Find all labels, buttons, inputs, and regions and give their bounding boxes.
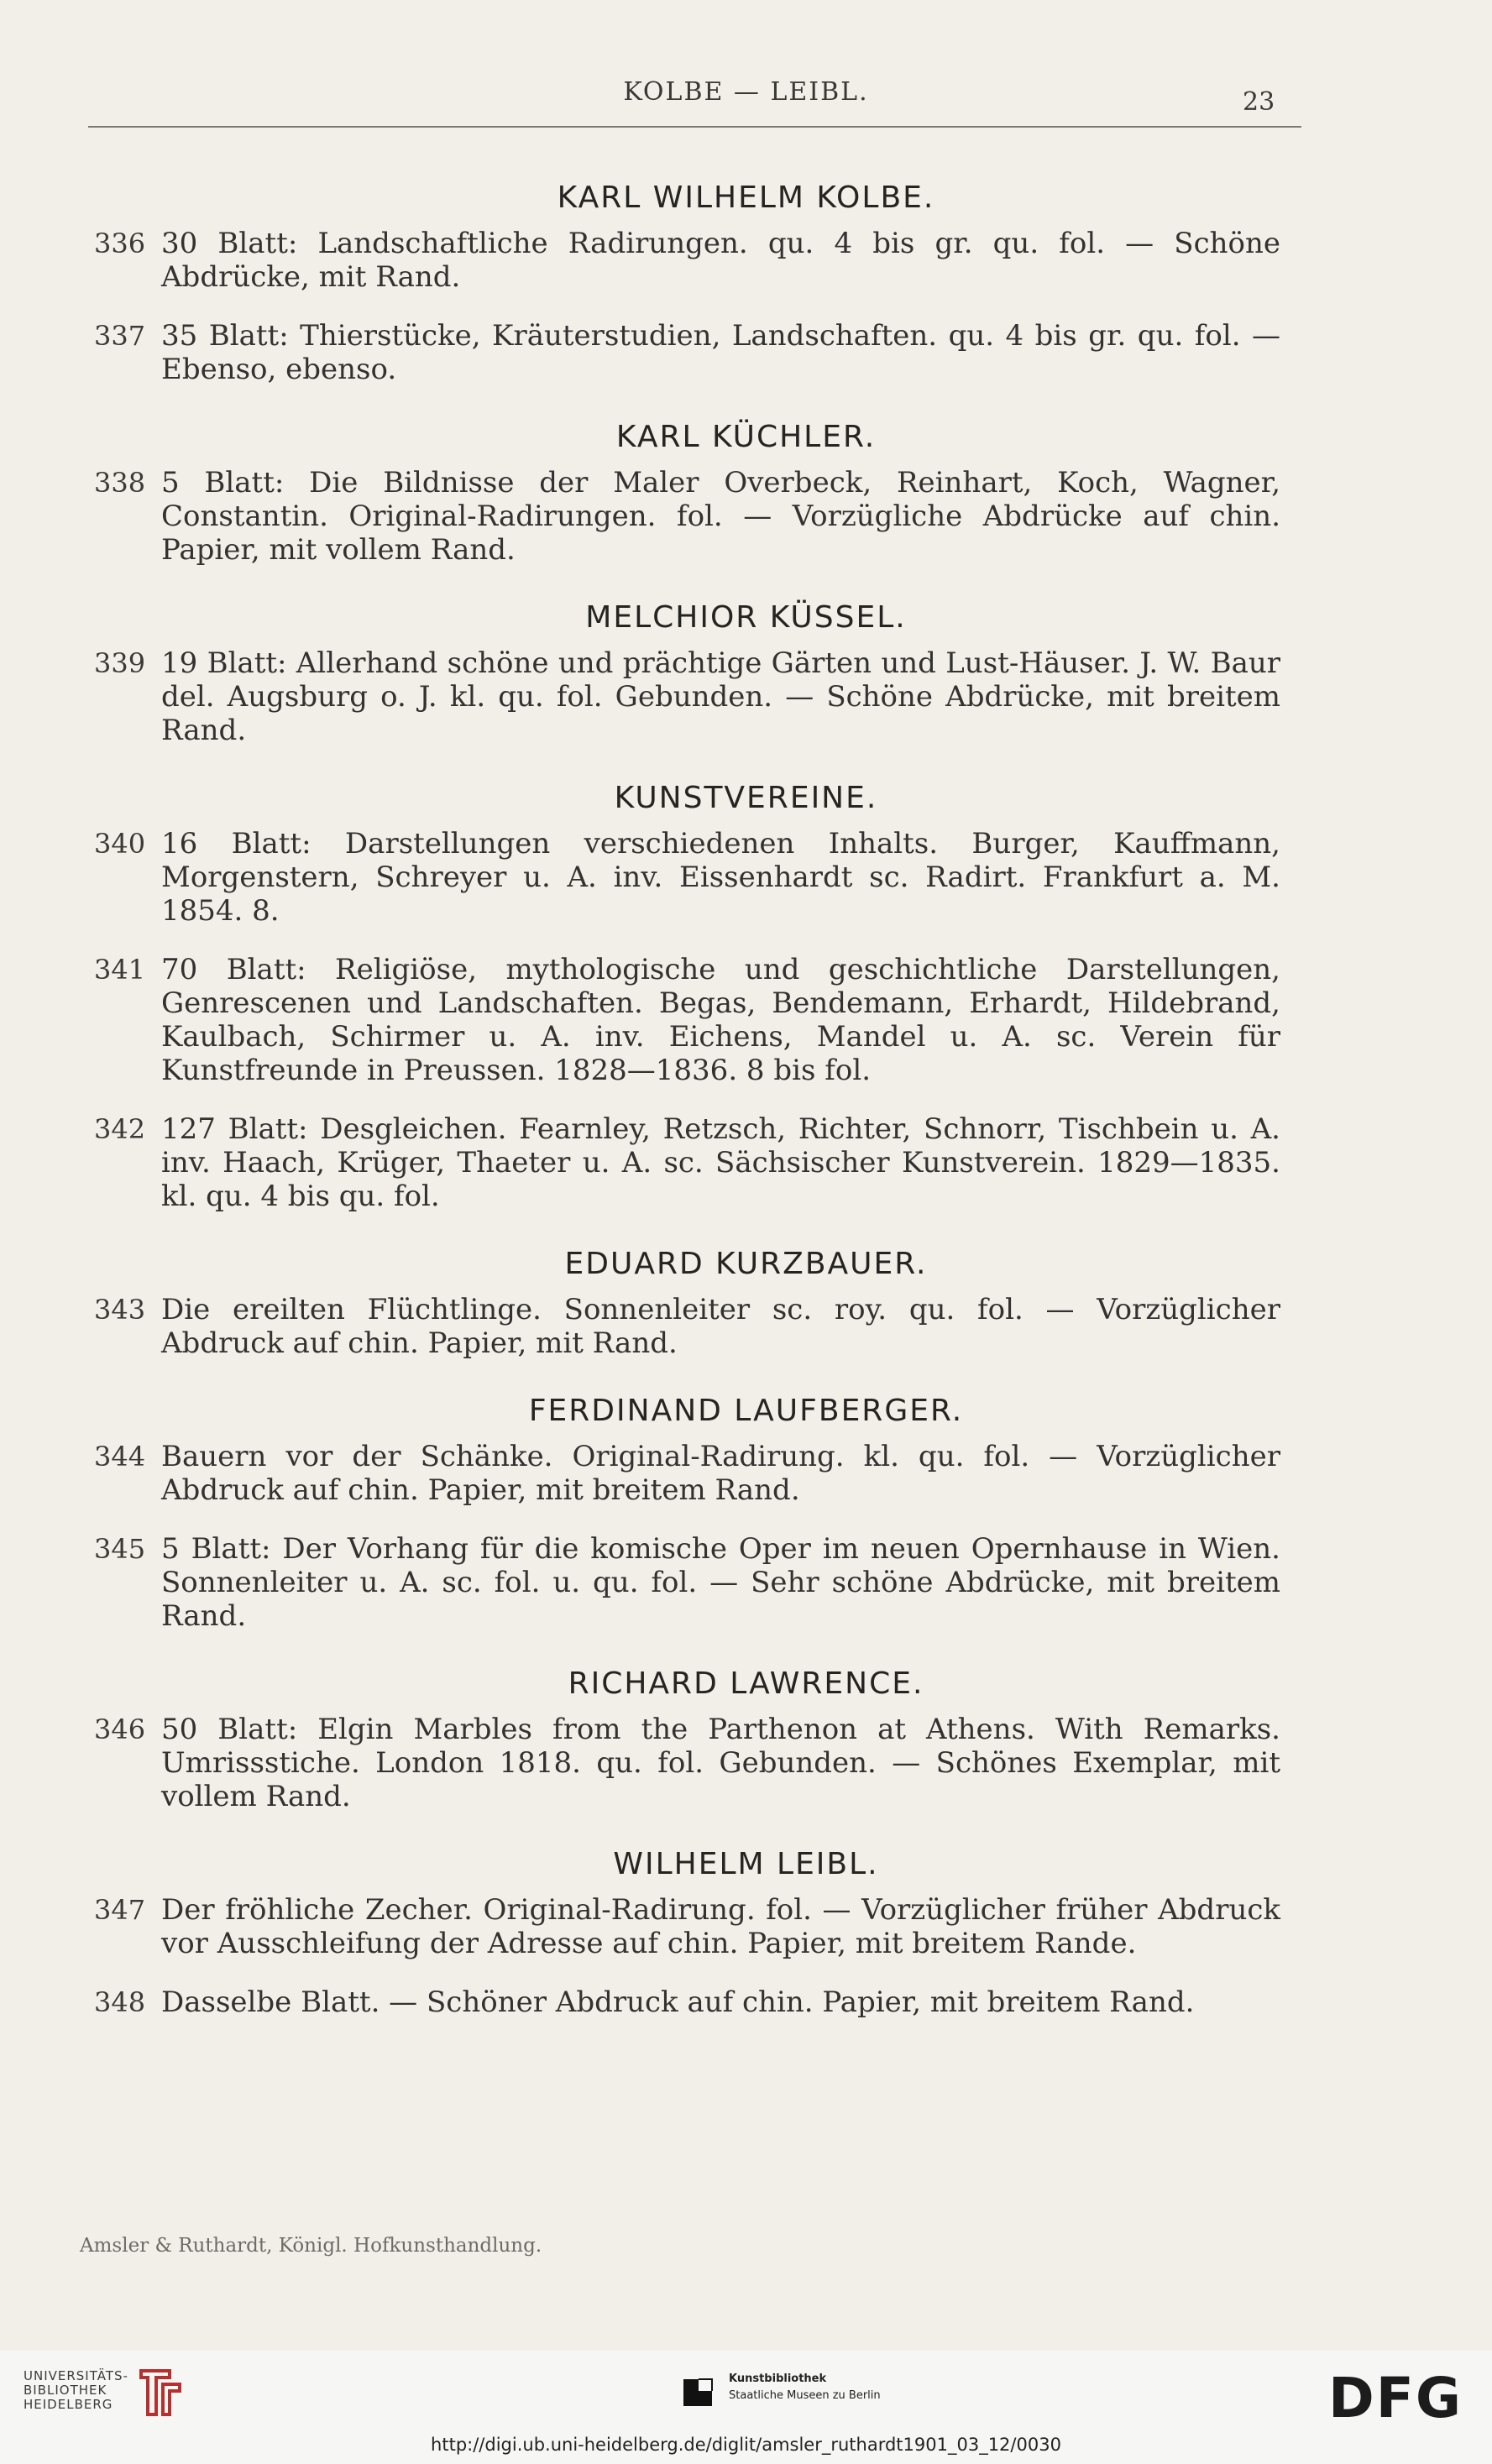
lot-number: 343 <box>94 1294 146 1326</box>
lot-description: 50 Blatt: Elgin Marbles from the Parthenon at Athens. With Remarks. Umrissstiche. London 1818. qu. fol. Gebunden. — Schönes Exemplar, mit vollem Rand. <box>161 1713 1280 1813</box>
lot-entry <box>0 1440 1280 1507</box>
lot-description: Der fröhliche Zecher. Original-Radirung. fol. — Vorzüglicher früher Abdruck vor Ausschleifung der Adresse auf chin. Papier, mit breitem Rande. <box>161 1893 1280 1960</box>
artist-heading: FERDINAND LAUFBERGER. <box>528 1394 964 1428</box>
lot-number: 345 <box>94 1533 146 1565</box>
lot-description: 70 Blatt: Religiöse, mythologische und geschichtliche Darstellungen, Genrescenen und Landschaften. Begas, Bendemann, Erhardt, Hildebrand, Kaulbach, Schirmer u. A. inv. Eichens, Mandel u. A. sc. Verein für Kunstfreunde in Preussen. 1828—1836. 8 bis fol. <box>161 953 1280 1087</box>
lot-description: 5 Blatt: Der Vorhang für die komische Oper im neuen Opernhause in Wien. Sonnenleiter u. A. sc. fol. u. qu. fol. — Sehr schöne Abdrücke, mit breitem Rand. <box>161 1532 1280 1633</box>
uni-logo-line: HEIDELBERG <box>24 2397 113 2412</box>
lot-entry <box>0 827 1280 928</box>
lot-entry <box>0 646 1280 747</box>
lot-description: 30 Blatt: Landschaftliche Radirungen. qu. 4 bis gr. qu. fol. — Schöne Abdrücke, mit Rand. <box>161 227 1280 294</box>
lot-description: Dasselbe Blatt. — Schöner Abdruck auf chin. Papier, mit breitem Rand. <box>161 1985 1195 2019</box>
lot-number: 346 <box>94 1713 146 1745</box>
university-library-logo[interactable] <box>24 2369 128 2412</box>
dfg-logo[interactable]: DFG <box>1328 2366 1463 2430</box>
header-rule <box>88 126 1301 128</box>
university-seal-icon <box>134 2366 185 2420</box>
lot-number: 347 <box>94 1894 146 1926</box>
uni-logo-line: UNIVERSITÄTS- <box>24 2368 128 2383</box>
lot-number: 338 <box>94 467 146 499</box>
lot-number: 344 <box>94 1441 146 1473</box>
lot-number: 337 <box>94 320 146 352</box>
artist-heading: RICHARD LAWRENCE. <box>568 1666 924 1701</box>
kb-title: Kunstbibliothek <box>729 2372 827 2385</box>
artist-heading: KARL WILHELM KOLBE. <box>557 180 935 215</box>
lot-number: 348 <box>94 1986 146 2018</box>
kunstbibliothek-icon <box>682 2376 714 2408</box>
catalogue-entries <box>0 172 1492 2044</box>
uni-logo-line: BIBLIOTHEK <box>24 2383 107 2398</box>
artist-heading: EDUARD KURZBAUER. <box>564 1247 928 1281</box>
lot-number: 336 <box>94 228 146 259</box>
lot-description: 127 Blatt: Desgleichen. Fearnley, Retzsch, Richter, Schnorr, Tischbein u. A. inv. Haach, Krüger, Thaeter u. A. sc. Sächsischer Kunstverein. 1829—1835. kl. qu. 4 bis qu. fol. <box>161 1112 1280 1213</box>
page-number: 23 <box>1243 87 1275 117</box>
lot-description: 16 Blatt: Darstellungen verschiedenen Inhalts. Burger, Kauffmann, Morgenstern, Schreyer u. A. inv. Eissenhardt sc. Radirt. Frankfurt a. M. 1854. 8. <box>161 827 1280 928</box>
lot-description: Die ereilten Flüchtlinge. Sonnenleiter sc. roy. qu. fol. — Vorzüglicher Abdruck auf chin. Papier, mit Rand. <box>161 1293 1280 1360</box>
lot-number: 341 <box>94 954 146 986</box>
lot-description: 5 Blatt: Die Bildnisse der Maler Overbeck, Reinhart, Koch, Wagner, Constantin. Original-Radirungen. fol. — Vorzügliche Abdrücke auf chin. Papier, mit vollem Rand. <box>161 466 1280 567</box>
lot-entry <box>0 1532 1280 1633</box>
lot-entry <box>0 1985 1280 2019</box>
permalink-url[interactable]: http://digi.ub.uni-heidelberg.de/diglit/amsler_ruthardt1901_03_12/0030 <box>431 2435 1061 2455</box>
lot-description: Bauern vor der Schänke. Original-Radirung. kl. qu. fol. — Vorzüglicher Abdruck auf chin. Papier, mit breitem Rand. <box>161 1440 1280 1507</box>
lot-entry <box>0 1893 1280 1960</box>
lot-entry <box>0 1713 1280 1813</box>
artist-heading: KARL KÜCHLER. <box>615 420 877 454</box>
artist-heading: KUNSTVEREINE. <box>614 781 878 815</box>
lot-entry <box>0 1293 1280 1360</box>
lot-entry <box>0 1112 1280 1213</box>
lot-entry <box>0 466 1280 567</box>
lot-number: 342 <box>94 1113 146 1145</box>
lot-number: 340 <box>94 828 146 860</box>
publisher-imprint: Amsler & Ruthardt, Königl. Hofkunsthandlung. <box>80 2235 542 2257</box>
lot-entry <box>0 227 1280 294</box>
lot-number: 339 <box>94 647 146 679</box>
lot-description: 35 Blatt: Thierstücke, Kräuterstudien, Landschaften. qu. 4 bis gr. qu. fol. — Ebenso, ebenso. <box>161 319 1280 386</box>
lot-entry <box>0 319 1280 386</box>
lot-entry <box>0 953 1280 1087</box>
running-head: KOLBE — LEIBL. <box>623 77 869 107</box>
kb-subtitle: Staatliche Museen zu Berlin <box>729 2389 881 2402</box>
artist-heading: WILHELM LEIBL. <box>613 1847 879 1881</box>
kunstbibliothek-logo[interactable] <box>729 2371 881 2404</box>
lot-description: 19 Blatt: Allerhand schöne und prächtige Gärten und Lust-Häuser. J. W. Baur del. Augsburg o. J. kl. qu. fol. Gebunden. — Schöne Abdrücke, mit breitem Rand. <box>161 646 1280 747</box>
artist-heading: MELCHIOR KÜSSEL. <box>585 600 907 635</box>
